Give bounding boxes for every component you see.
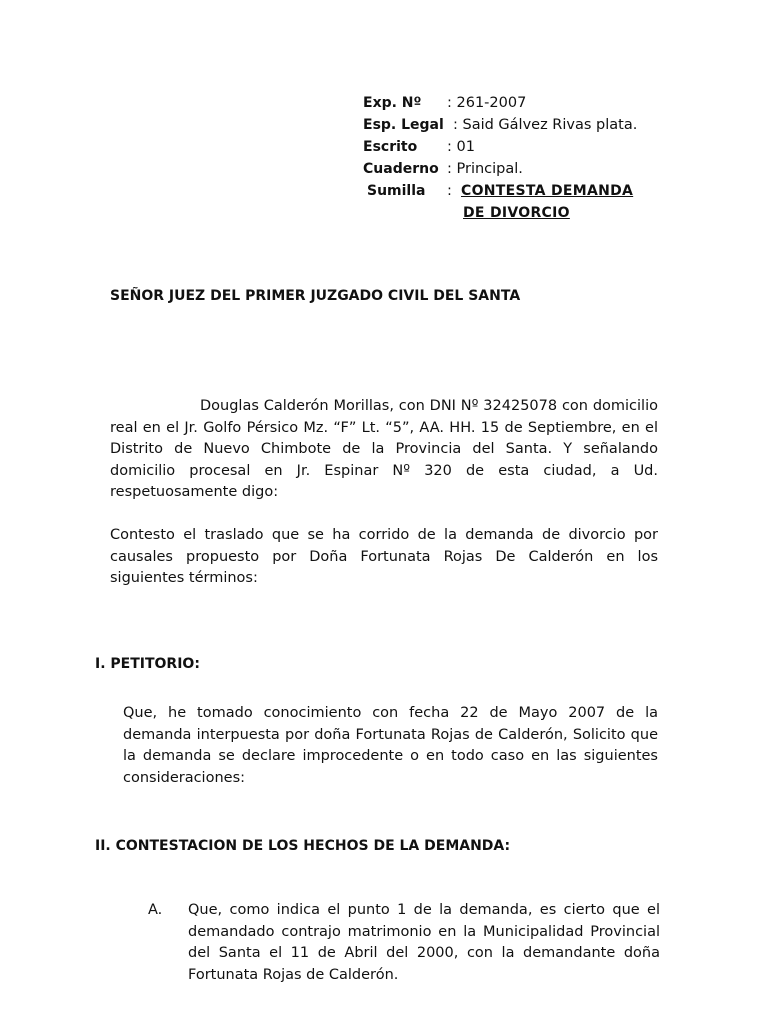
petitorio-paragraph: Que, he tomado conocimiento con fecha 22 de Mayo 2007 de la demanda interpuesta por doña Fortunata Rojas de Calderón, Solicito que la demanda se declare improcedente o en todo caso en las siguientes consideraciones: bbox=[123, 705, 658, 786]
exp-label: Exp. Nº bbox=[363, 95, 422, 111]
sumilla-colon: : bbox=[447, 183, 452, 199]
section-1-heading: I. PETITORIO: bbox=[95, 656, 200, 672]
esp-value: : Said Gálvez Rivas plata. bbox=[453, 117, 638, 133]
header-row-cuaderno bbox=[363, 158, 693, 180]
header-row-esp bbox=[363, 114, 693, 136]
list-item-marker: A. bbox=[148, 902, 163, 918]
sumilla-line-1: CONTESTA DEMANDA bbox=[461, 183, 634, 199]
list-item bbox=[148, 900, 660, 986]
escrito-label: Escrito bbox=[363, 139, 418, 155]
header-row-escrito bbox=[363, 136, 693, 158]
addressee: SEÑOR JUEZ DEL PRIMER JUZGADO CIVIL DEL SANTA bbox=[110, 288, 521, 304]
exp-value: : 261-2007 bbox=[447, 95, 527, 111]
esp-label: Esp. Legal bbox=[363, 117, 444, 133]
sumilla-label: Sumilla bbox=[367, 183, 426, 199]
cuaderno-label: Cuaderno bbox=[363, 161, 439, 177]
sumilla-line-2: DE DIVORCIO bbox=[463, 205, 570, 221]
case-header bbox=[363, 92, 693, 224]
section-2-heading: II. CONTESTACION DE LOS HECHOS DE LA DEMANDA: bbox=[95, 838, 511, 854]
header-row-sumilla bbox=[363, 180, 693, 202]
cuaderno-value: : Principal. bbox=[447, 161, 523, 177]
header-row-exp bbox=[363, 92, 693, 114]
escrito-value: : 01 bbox=[447, 139, 475, 155]
header-row-sumilla-2 bbox=[363, 202, 693, 224]
list-item-text: Que, como indica el punto 1 de la demanda, es cierto que el demandado contrajo matrimonio en la Municipalidad Provincial del Santa el 11 de Abril del 2000, con la demandante doña Fortunata Rojas de Calderón. bbox=[188, 902, 660, 983]
traslado-paragraph: Contesto el traslado que se ha corrido de la demanda de divorcio por causales propuesto por Doña Fortunata Rojas De Calderón en los siguientes términos: bbox=[110, 527, 658, 586]
intro-paragraph: Douglas Calderón Morillas, con DNI Nº 32425078 con domicilio real en el Jr. Golfo Pérsico Mz. “F” Lt. “5”, AA. HH. 15 de Septiembre, en el Distrito de Nuevo Chimbote de la Provincia del Santa. Y señalando domicilio procesal en Jr. Espinar Nº 320 de esta ciudad, a Ud. respetuosamente digo: bbox=[110, 398, 658, 500]
